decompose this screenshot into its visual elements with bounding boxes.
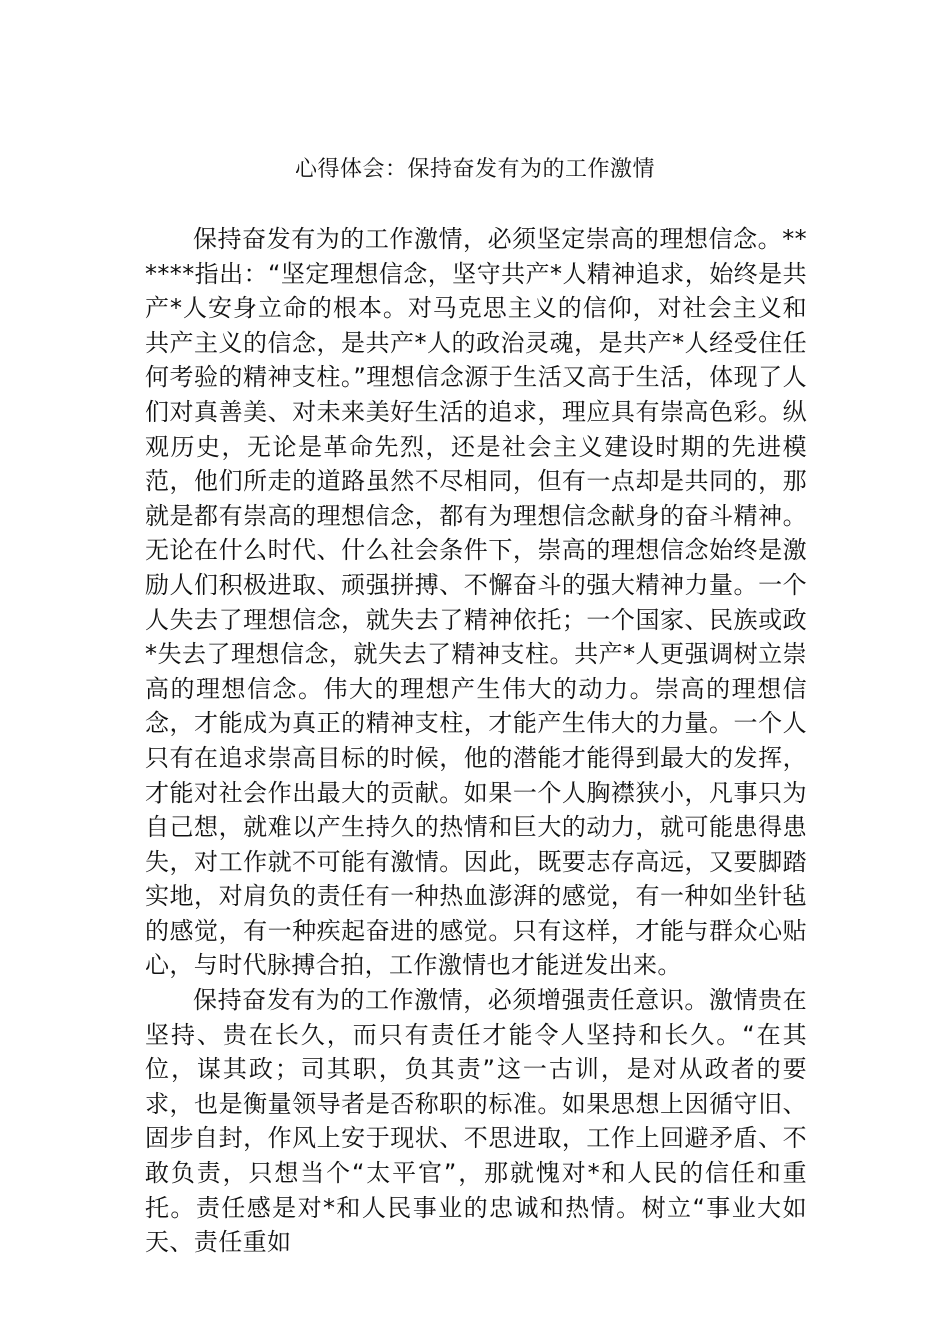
- paragraph-1: 保持奋发有为的工作激情，必须坚定崇高的理想信念。******指出：“坚定理想信念，坚守共产*人精神追求，始终是共产*人安身立命的根本。对马克思主义的信仰，对社会主义和共产主义的信念，是共产*人的政治灵魂，是共产*人经受住任何考验的精神支柱。”理想信念源于生活又高于生活，体现了人们对真善美、对未来美好生活的追求，理应具有崇高色彩。纵观历史，无论是革命先烈，还是社会主义建设时期的先进模范，他们所走的道路虽然不尽相同，但有一点却是共同的，那就是都有崇高的理想信念，都有为理想信念献身的奋斗精神。无论在什么时代、什么社会条件下，崇高的理想信念始终是激励人们积极进取、顽强拼搏、不懈奋斗的强大精神力量。一个人失去了理想信念，就失去了精神依托；一个国家、民族或政*失去了理想信念，就失去了精神支柱。共产*人更强调树立崇高的理想信念。伟大的理想产生伟大的动力。崇高的理想信念，才能成为真正的精神支柱，才能产生伟大的力量。一个人只有在追求崇高目标的时候，他的潜能才能得到最大的发挥，才能对社会作出最大的贡献。如果一个人胸襟狭小，凡事只为自己想，就难以产生持久的热情和巨大的动力，就可能患得患失，对工作就不可能有激情。因此，既要志存高远，又要脚踏实地，对肩负的责任有一种热血澎湃的感觉，有一种如坐针毡的感觉，有一种疾起奋进的感觉。只有这样，才能与群众心贴心，与时代脉搏合拍，工作激情也才能迸发出来。: [145, 225, 807, 980]
- document-body: [145, 222, 807, 1260]
- paragraph-2: 保持奋发有为的工作激情，必须增强责任意识。激情贵在坚持、贵在长久，而只有责任才能令人坚持和长久。“在其位，谋其政；司其职，负其责”这一古训，是对从政者的要求，也是衡量领导者是否称职的标准。如果思想上因循守旧、固步自封，作风上安于现状、不思进取，工作上回避矛盾、不敢负责，只想当个“太平官”，那就愧对*和人民的信任和重托。责任感是对*和人民事业的忠诚和热情。树立“事业大如天、责任重如: [145, 986, 807, 1257]
- document-title: 心得体会：保持奋发有为的工作激情: [294, 157, 655, 182]
